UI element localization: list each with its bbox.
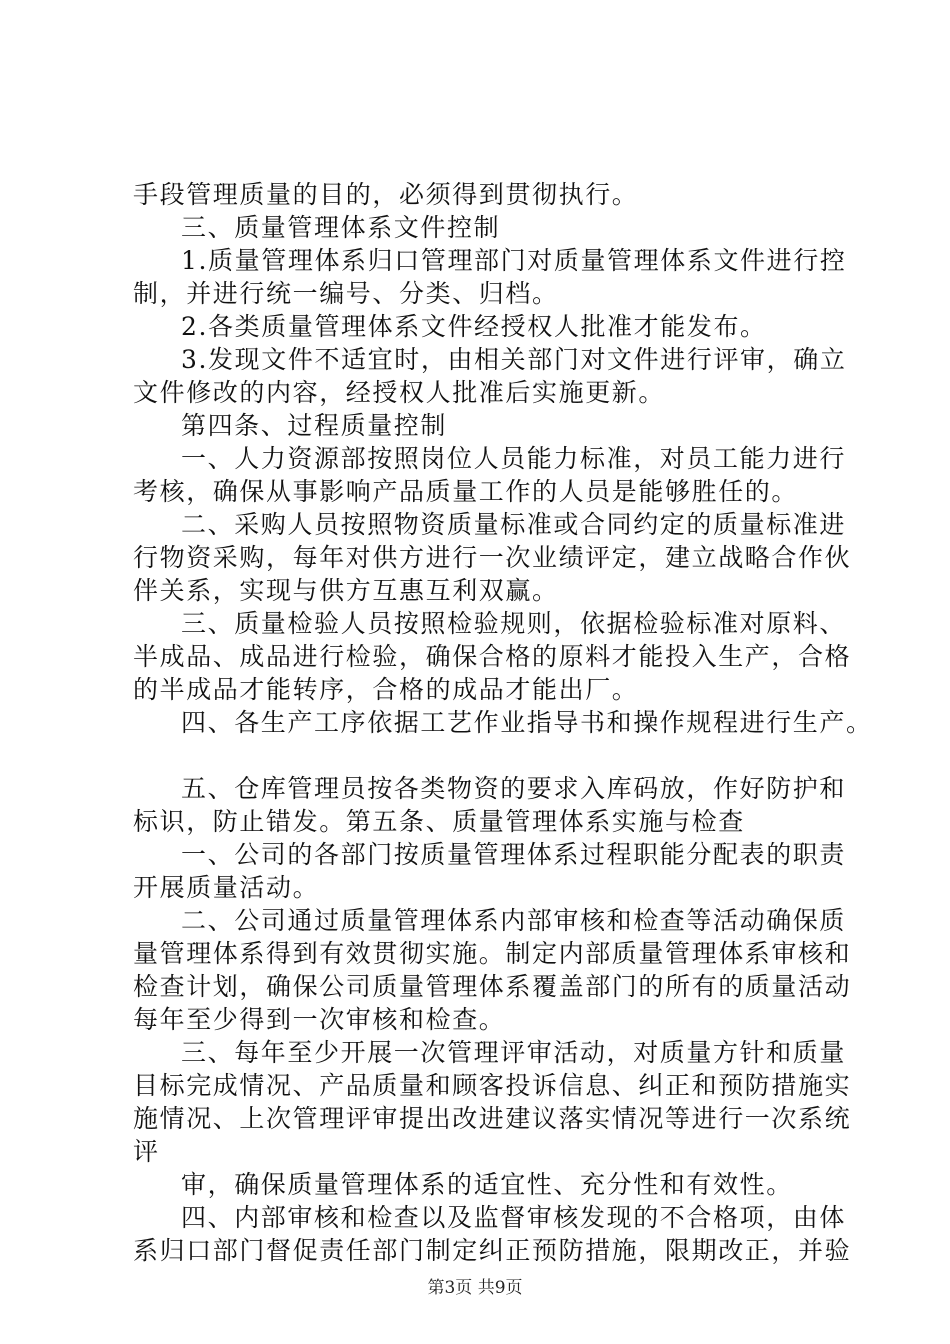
text-line: 伴关系，实现与供方互惠互利双赢。: [133, 576, 559, 605]
text-line: 审，确保质量管理体系的适宜性、充分性和有效性。: [181, 1170, 793, 1199]
page-footer: 第3页 共9页: [427, 1278, 523, 1298]
text-line: 五、仓库管理员按各类物资的要求入库码放，作好防护和: [181, 774, 847, 803]
text-line: 半成品、成品进行检验，确保合格的原料才能投入生产，合格: [133, 642, 852, 671]
text-line: 制，并进行统一编号、分类、归档。: [133, 279, 559, 308]
text-line: 行物资采购，每年对供方进行一次业绩评定，建立战略合作伙: [133, 543, 852, 572]
text-line: 2.各类质量管理体系文件经授权人批准才能发布。: [181, 312, 767, 341]
text-line: 标识，防止错发。第五条、质量管理体系实施与检查: [133, 807, 745, 836]
text-line: 一、人力资源部按照岗位人员能力标准，对员工能力进行: [181, 444, 847, 473]
text-line: 开展质量活动。: [133, 873, 320, 902]
text-line: 文件修改的内容，经授权人批准后实施更新。: [133, 378, 666, 407]
text-line: 量管理体系得到有效贯彻实施。制定内部质量管理体系审核和: [133, 939, 852, 968]
text-line: 施情况、上次管理评审提出改进建议落实情况等进行一次系统: [133, 1104, 852, 1133]
text-line: 3.发现文件不适宜时，由相关部门对文件进行评审，确立: [181, 345, 847, 374]
text-line: 四、内部审核和检查以及监督审核发现的不合格项，由体: [181, 1203, 847, 1232]
text-line: 三、质量检验人员按照检验规则，依据检验标准对原料、: [181, 609, 847, 638]
text-line: 1.质量管理体系归口管理部门对质量管理体系文件进行控: [181, 246, 847, 275]
text-line: 系归口部门督促责任部门制定纠正预防措施，限期改正，并验: [133, 1236, 852, 1265]
section-heading: 三、质量管理体系文件控制: [181, 213, 501, 242]
text-line: 检查计划，确保公司质量管理体系覆盖部门的所有的质量活动: [133, 972, 852, 1001]
text-line: 考核，确保从事影响产品质量工作的人员是能够胜任的。: [133, 477, 799, 506]
section-heading: 第四条、过程质量控制: [181, 411, 448, 440]
text-line: 二、公司通过质量管理体系内部审核和检查等活动确保质: [181, 906, 847, 935]
text-line: 的半成品才能转序，合格的成品才能出厂。: [133, 675, 639, 704]
text-line: 二、采购人员按照物资质量标准或合同约定的质量标准进: [181, 510, 847, 539]
text-line: 手段管理质量的目的，必须得到贯彻执行。: [133, 180, 639, 209]
text-line: 每年至少得到一次审核和检查。: [133, 1005, 506, 1034]
text-line: 一、公司的各部门按质量管理体系过程职能分配表的职责: [181, 840, 847, 869]
text-line: 三、每年至少开展一次管理评审活动，对质量方针和质量: [181, 1038, 847, 1067]
text-line: 目标完成情况、产品质量和顾客投诉信息、纠正和预防措施实: [133, 1071, 852, 1100]
text-line: 评: [133, 1137, 160, 1166]
text-line: 四、各生产工序依据工艺作业指导书和操作规程进行生产。: [181, 708, 873, 737]
